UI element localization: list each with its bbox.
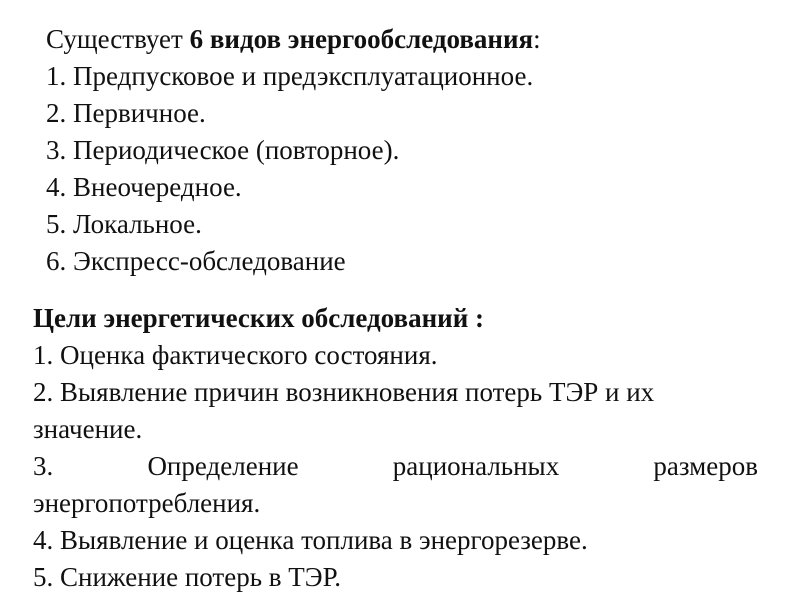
goals-list-item: 4. Выявление и оценка топлива в энергорезерве.: [33, 525, 588, 555]
goals-list-item-2-line-2: значение.: [33, 414, 143, 444]
types-list-item: 6. Экспресс-обследование: [46, 246, 346, 276]
goals-list-item-3-line-2: энергопотребления.: [33, 488, 261, 518]
types-intro-bold: 6 видов энергообследования: [189, 24, 534, 54]
types-list-item: 1. Предпусковое и предэксплуатационное.: [46, 61, 534, 91]
goals-item-3-word: размеров: [653, 451, 758, 481]
energy-audit-goals-section: [33, 300, 758, 596]
types-intro-suffix: :: [533, 24, 541, 54]
types-list-item: 2. Первичное.: [46, 98, 206, 128]
types-intro-line: [46, 21, 786, 58]
goals-list-item-3-line-1: [33, 448, 758, 485]
energy-audit-types-section: [46, 21, 786, 280]
goals-heading: Цели энергетических обследований :: [33, 303, 484, 333]
types-list-item: 4. Внеочередное.: [46, 172, 242, 202]
types-list-item: 5. Локальное.: [46, 209, 202, 239]
goals-list-item-2-line-1: 2. Выявление причин возникновения потерь ТЭР и их: [33, 377, 655, 407]
goals-list-item: 5. Снижение потерь в ТЭР.: [33, 562, 341, 592]
goals-item-3-word: Определение: [147, 451, 299, 481]
goals-list-item: 1. Оценка фактического состояния.: [33, 340, 438, 370]
goals-item-3-word: рациональных: [392, 451, 560, 481]
goals-item-3-word: 3.: [33, 451, 54, 481]
types-list-item: 3. Периодическое (повторное).: [46, 135, 400, 165]
types-intro-prefix: Существует: [46, 24, 190, 54]
